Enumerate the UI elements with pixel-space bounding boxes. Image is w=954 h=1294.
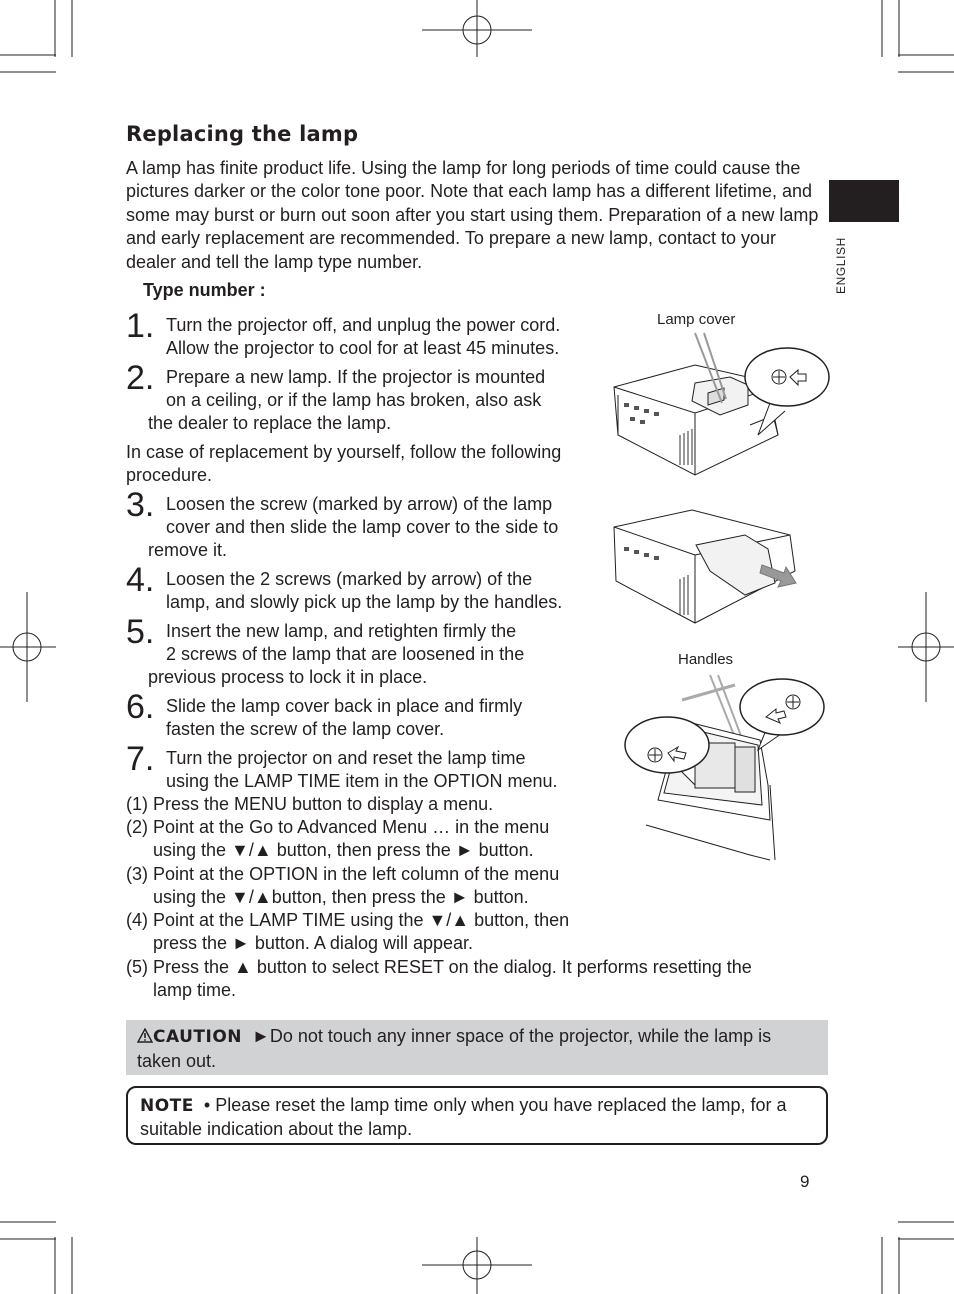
type-number-label: Type number : (143, 280, 266, 300)
lamp-cover-label: Lamp cover (657, 311, 736, 328)
step-5: 5. Insert the new lamp, and retighten firmly the 2 screws of the lamp that are loosened in the previous process to lock it in place. (126, 613, 525, 687)
projector-figure-1 (614, 333, 829, 475)
lamp-replacement-illustration (600, 325, 830, 865)
handles-label: Handles (678, 651, 734, 668)
step-4: 4. Loosen the 2 screws (marked by arrow) of the lamp, and slowly pick up the lamp by the handles. (126, 561, 563, 612)
replacement-note: In case of replacement by yourself, follow the following procedure. (126, 442, 562, 485)
page-number: 9 (800, 1172, 810, 1191)
projector-figure-2 (614, 510, 796, 623)
step-6: 6. Slide the lamp cover back in place and firmly fasten the screw of the lamp cover. (126, 688, 523, 739)
caution-label: CAUTION (153, 1027, 243, 1047)
caution-box (126, 1020, 828, 1075)
language-tab-marker (829, 180, 899, 222)
intro-paragraph: A lamp has finite product life. Using the lamp for long periods of time could cause the pictures darker or the color tone poor. Note that each lamp has a different lifetime, and some may burst or burn out soon after you start using them. Preparation of a new lamp and early replacement are recommended. To prepare a new lamp, contact to your dealer and tell the lamp type number. (126, 158, 819, 272)
lamp-compartment-figure (625, 675, 824, 860)
substep-3: (3) Point at the OPTION in the left column of the menu using the ▼/▲button, then press the ► button. (126, 864, 560, 908)
step-2: 2. Prepare a new lamp. If the projector is mounted on a ceiling, or if the lamp has broken, also ask the dealer to replace the lamp. (126, 359, 546, 433)
step-7: 7. Turn the projector on and reset the lamp time using the LAMP TIME item in the OPTION menu. (126, 740, 558, 791)
step-1: 1. Turn the projector off, and unplug the power cord. Allow the projector to cool for at least 45 minutes. (126, 307, 561, 358)
warning-triangle-icon (137, 1026, 153, 1046)
substep-5: (5) Press the ▲ button to select RESET on the dialog. It performs resetting the lamp time. (126, 957, 752, 1001)
caution-text: ►Do not touch any inner space of the projector, while the lamp is taken out. (137, 1026, 772, 1071)
substep-2: (2) Point at the Go to Advanced Menu … in the menu using the ▼/▲ button, then press the ► button. (126, 817, 550, 861)
note-box (126, 1086, 828, 1145)
page-title: Replacing the lamp (126, 122, 359, 146)
substep-1: (1) Press the MENU button to display a menu. (126, 794, 494, 814)
step-3: 3. Loosen the screw (marked by arrow) of the lamp cover and then slide the lamp cover to the side to remove it. (126, 486, 559, 560)
note-text: • Please reset the lamp time only when you have replaced the lamp, for a suitable indication about the lamp. (140, 1095, 787, 1139)
language-tab: ENGLISH (834, 237, 848, 294)
note-label: NOTE (140, 1096, 194, 1116)
substep-4: (4) Point at the LAMP TIME using the ▼/▲ button, then press the ► button. A dialog will appear. (126, 910, 570, 954)
